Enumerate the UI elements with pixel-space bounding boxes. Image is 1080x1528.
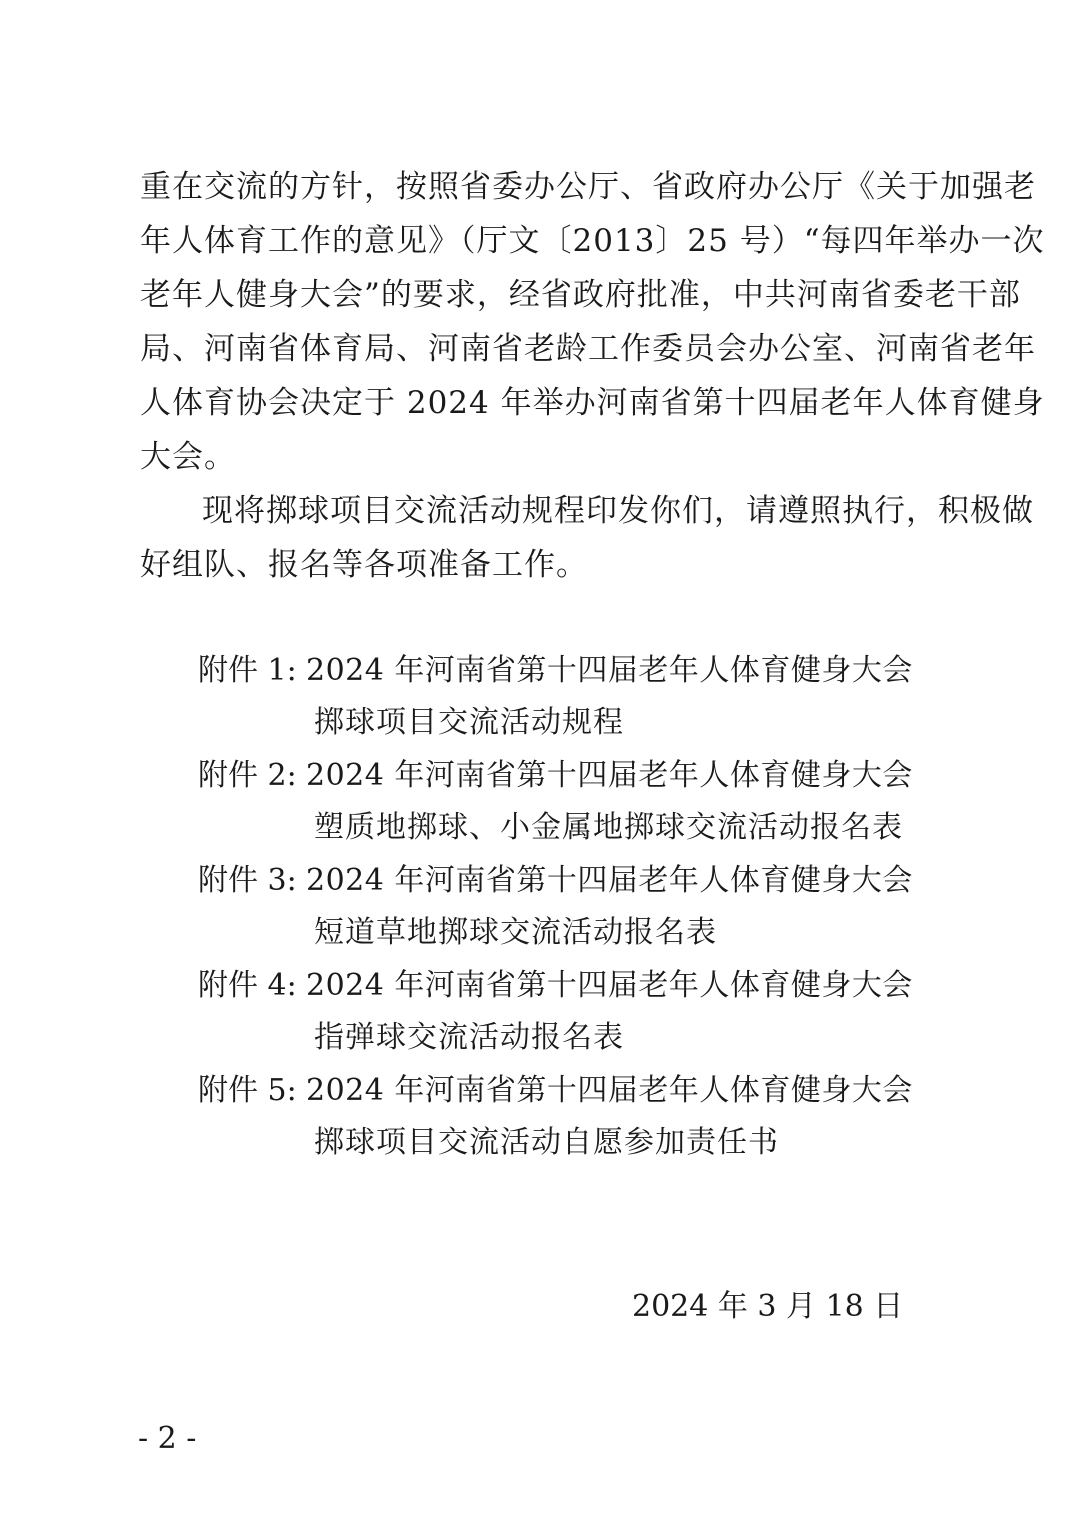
attachment-item: [198, 959, 913, 1064]
body-line: 好组队、报名等各项准备工作。: [140, 547, 588, 583]
body-line: 现将掷球项目交流活动规程印发你们，请遵照执行，积极做: [202, 493, 1034, 529]
body-line: 老年人健身大会”的要求，经省政府批准，中共河南省委老干部: [140, 277, 1021, 313]
attachment-item: [198, 1064, 913, 1169]
body-text: [140, 160, 1045, 592]
attachment-label: 附件 5:: [198, 1073, 297, 1108]
body-line: 年人体育工作的意见》（厅文〔2013〕25 号）“每四年举办一次: [140, 223, 1045, 259]
attachment-label: 附件 1:: [198, 653, 297, 688]
attachment-label: 附件 2:: [198, 758, 297, 793]
attachment-list: [198, 644, 913, 1169]
body-line: 大会。: [140, 439, 236, 475]
attachment-title: 2024 年河南省第十四届老年人体育健身大会: [306, 758, 913, 793]
attachment-label: 附件 4:: [198, 968, 297, 1003]
attachment-title: 2024 年河南省第十四届老年人体育健身大会: [306, 1073, 913, 1108]
page-number: - 2 -: [138, 1421, 197, 1456]
attachment-item: [198, 749, 913, 854]
attachment-item: [198, 854, 913, 959]
attachment-title: 2024 年河南省第十四届老年人体育健身大会: [306, 653, 913, 688]
attachment-subtitle: 掷球项目交流活动规程: [314, 705, 624, 740]
attachment-subtitle: 掷球项目交流活动自愿参加责任书: [314, 1125, 779, 1160]
attachment-subtitle: 指弹球交流活动报名表: [314, 1020, 624, 1055]
attachment-title: 2024 年河南省第十四届老年人体育健身大会: [306, 968, 913, 1003]
attachment-subtitle: 塑质地掷球、小金属地掷球交流活动报名表: [314, 810, 903, 845]
attachment-title: 2024 年河南省第十四届老年人体育健身大会: [306, 863, 913, 898]
attachment-subtitle: 短道草地掷球交流活动报名表: [314, 915, 717, 950]
attachment-label: 附件 3:: [198, 863, 297, 898]
attachment-item: [198, 644, 913, 749]
body-line: 重在交流的方针，按照省委办公厅、省政府办公厅《关于加强老: [140, 169, 1036, 205]
issue-date: 2024 年 3 月 18 日: [632, 1289, 904, 1324]
body-line: 人体育协会决定于 2024 年举办河南省第十四届老年人体育健身: [140, 385, 1045, 421]
body-line: 局、河南省体育局、河南省老龄工作委员会办公室、河南省老年: [140, 331, 1036, 367]
